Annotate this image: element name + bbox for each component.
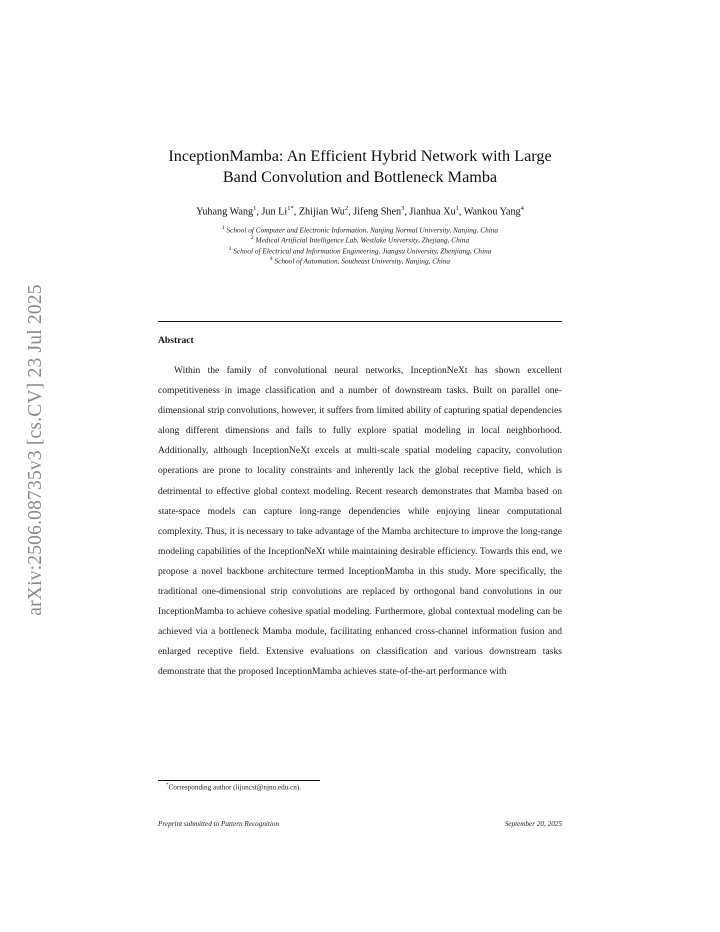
abstract-body: Within the family of convolutional neural networks, InceptionNeXt has shown excellent competitiveness in image classification and a number of downstream tasks. Built on parallel one-dimensional strip convolutions, however, it suffers from limited ability of capturing spatial dependencies along different dimensions and fails to fully explore spatial modeling in local neighborhood. Additionally, although InceptionNeXt excels at multi-scale spatial modeling capacity, convolution operations are prone to locality constraints and inherently lack the global receptive field, which is detrimental to effective global context modeling. Recent research demonstrates that Mamba based on state-space models can capture long-range dependencies while enjoying linear computational complexity. Thus, it is necessary to take advantage of the Mamba architecture to improve the long-range modeling capabilities of the InceptionNeXt while maintaining desirable efficiency. Towards this end, we propose a novel backbone architecture termed InceptionMamba in this study. More specifically, the traditional one-dimensional strip convolutions are replaced by orthogonal band convolutions in our InceptionMamba to achieve cohesive spatial modeling. Furthermore, global contextual modeling can be achieved via a bottleneck Mamba module, facilitating enhanced cross-channel information fusion and enlarged receptive field. Extensive evaluations on classification and various downstream tasks demonstrate that the proposed InceptionMamba achieves state-of-the-art performance with [158, 365, 562, 678]
author: Jun Li [261, 206, 288, 218]
abstract-top-rule [158, 321, 562, 322]
author-sup: 2 [344, 205, 349, 212]
affiliation-list [150, 224, 570, 266]
affiliation: $^2$ Medical Artificial Intelligence Lab, Westlake University, Zhejiang, China [250, 235, 470, 245]
author-sup: 1 [253, 205, 257, 212]
author: Jianhua Xu [409, 206, 456, 218]
author-sup: 1* [287, 205, 294, 212]
author-sup: 1 [455, 205, 459, 212]
affiliation: $^4$ School of Automation, Southeast University, Nanjing, China [269, 256, 451, 266]
corresponding-author-footnote: *Corresponding author (lijuncst@njnu.edu.cn). [166, 783, 302, 792]
author-sup: 4 [520, 205, 524, 212]
author: Wankou Yang [463, 206, 521, 218]
author-list: Yuhang Wang$^1$, Jun $Li^{1*}$, Zhijian Wu$^2$, Jifeng Shen$^3$, Jianhua Xu$^1$, Wankou Yang$^4$ [196, 205, 524, 218]
affiliation: $^1$ School of Computer and Electronic Information, Nanjing Normal University, Nanjing, China [221, 225, 499, 235]
author: Jifeng Shen [353, 206, 402, 218]
footer-date: September 20, 2025 [504, 820, 562, 828]
arxiv-sidebar-stamp: arXiv:2506.08735v3 [cs.CV] 23 Jul 2025 [25, 284, 46, 616]
footer-submission-note: Preprint submitted to Pattern Recognition [158, 820, 280, 828]
affiliation: $^3$ School of Electrical and Information Engineering, Jiangsu University, Zhenjiang, China [228, 245, 492, 256]
paper-title: InceptionMamba: An Efficient Hybrid Network with Large Band Convolution and Bottleneck Mamba [168, 147, 552, 186]
footnote-rule [158, 780, 320, 781]
abstract-heading: Abstract [158, 335, 194, 346]
author: Yuhang Wang [196, 206, 254, 218]
author: Zhijian Wu [298, 206, 345, 218]
author-sup: 3 [401, 205, 405, 212]
